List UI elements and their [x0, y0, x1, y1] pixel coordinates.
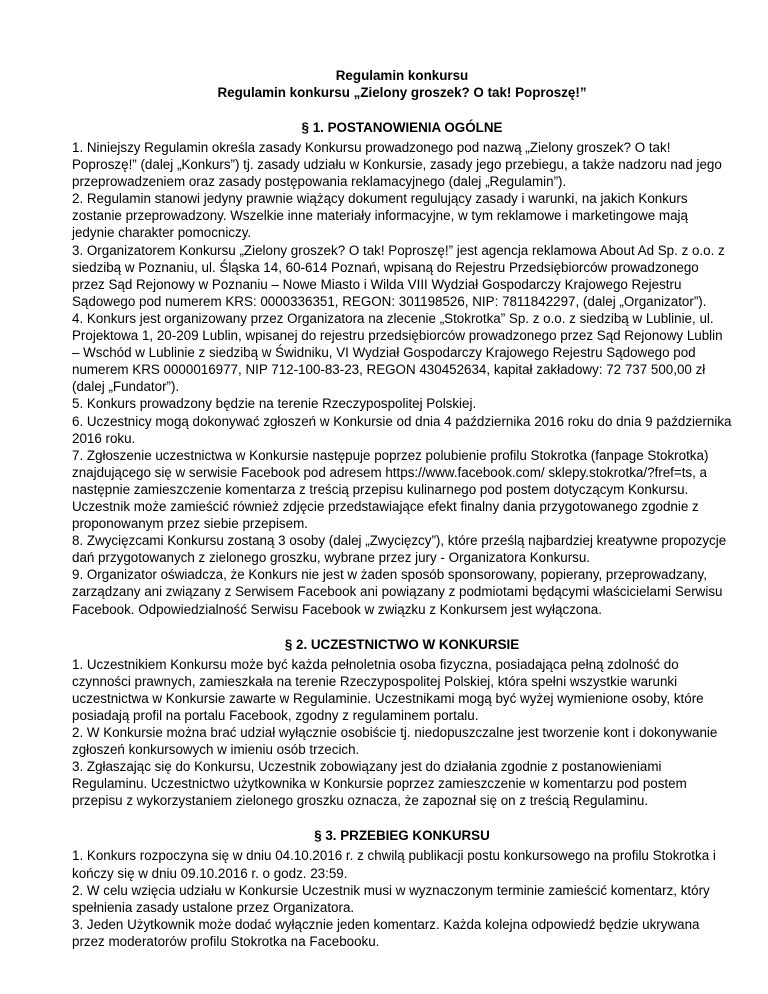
paragraph: 3. Jeden Użytkownik może dodać wyłącznie jeden komentarz. Każda kolejna odpowiedź będzie ukrywana przez moderatorów profilu Stokrotka na Facebooku. [72, 916, 700, 949]
paragraph: 3. Organizatorem Konkursu „Zielony groszek? O tak! Poproszę!” jest agencja reklamowa About Ad Sp. z o.o. z siedzibą w Poznaniu, ul. Śląska 14, 60-614 Poznań, wpisaną do Rejestru Przedsiębiorców prowadzonego przez Sąd Rejonowy w Poznaniu – Nowe Miasto i Wilda VIII Wydział Gospodarczy Krajowego Rejestru Sądowego pod numerem KRS: 0000336351, REGON: 301198526, NIP: 7811842297, (dalej „Organizator”). [72, 242, 725, 309]
section-heading: § 3. PRZEBIEG KONKURSU [314, 828, 490, 844]
section-3-contest-course [72, 827, 732, 950]
paragraph: 2. Regulamin stanowi jedyny prawnie wiążący dokument regulujący zasady i warunki, na jakich Konkurs zostanie przeprowadzony. Wszelkie inne materiały informacyjne, w tym reklamowe i marketingowe mają jedynie charakter pomocniczy. [72, 191, 688, 241]
paragraph: 9. Organizator oświadcza, że Konkurs nie jest w żaden sposób sponsorowany, popierany, przeprowadzany, zarządzany ani związany z Serwisem Facebook ani powiązany z podmiotami będącymi właścicielami Serwisu Facebook. Odpowiedzialność Serwisu Facebook w związku z Konkursem jest wyłączona. [72, 567, 723, 617]
paragraph: 1. Uczestnikiem Konkursu może być każda pełnoletnia osoba fizyczna, posiadająca pełną zdolność do czynności prawnych, zamieszkała na terenie Rzeczypospolitej Polskiej, która spełni wszystkie warunki uczestnictwa w Konkursie zawarte w Regulaminie. Uczestnikami mogą być wyżej wymienione osoby, które posiadają profil na portalu Facebook, zgodny z regulaminem portalu. [72, 656, 704, 723]
section-2-participation [72, 636, 732, 810]
section-1-general-provisions [72, 119, 732, 618]
paragraph: 5. Konkurs prowadzony będzie na terenie Rzeczypospolitej Polskiej. [72, 396, 477, 412]
paragraph: 6. Uczestnicy mogą dokonywać zgłoszeń w Konkursie od dnia 4 października 2016 roku do dnia 9 października 2016 roku. [72, 413, 732, 446]
paragraph: 1. Niniejszy Regulamin określa zasady Konkursu prowadzonego pod nazwą „Zielony groszek? O tak! Poproszę!” (dalej „Konkurs”) tj. zasady udziału w Konkursie, zasady jego przebiegu, a także nadzoru nad jego przeprowadzeniem oraz zasady postępowania reklamacyjnego (dalej „Regulamin”). [72, 140, 722, 190]
paragraph: 8. Zwycięzcami Konkursu zostaną 3 osoby (dalej „Zwycięzcy”), które prześlą najbardziej kreatywne propozycje dań przygotowanych z zielonego groszku, wybrane przez jury - Organizatora Konkursu. [72, 533, 727, 566]
paragraph: 2. W Konkursie można brać udział wyłącznie osobiście tj. niedopuszczalne jest tworzenie kont i dokonywanie zgłoszeń konkursowych w imieniu osób trzecich. [72, 725, 718, 758]
paragraph: 1. Konkurs rozpoczyna się w dniu 04.10.2016 r. z chwilą publikacji postu konkursowego na profilu Stokrotka i kończy się w dniu 09.10.2016 r. o godz. 23:59. [72, 848, 716, 881]
paragraph: 2. W celu wzięcia udziału w Konkursie Uczestnik musi w wyznaczonym terminie zamieścić komentarz, który spełnienia zasady ustalone przez Organizatora. [72, 882, 710, 915]
section-heading: § 2. UCZESTNICTWO W KONKURSIE [284, 636, 520, 652]
document-title: Regulamin konkursu [335, 68, 469, 83]
paragraph: 7. Zgłoszenie uczestnictwa w Konkursie następuje poprzez polubienie profilu Stokrotka (fanpage Stokrotka) znajdującego się w serwisie Facebook pod adresem https://www.facebook.com/ sklepy.stokrotka/?fref=ts, a następnie zamieszczenie komentarza z treścią przepisu kulinarnego pod postem dotyczącym Konkursu. Uczestnik może zamieścić również zdjęcie przedstawiające efekt finalny dania przygotowanego zgodnie z proponowanym przez siebie przepisem. [72, 447, 709, 532]
document-subtitle: Regulamin konkursu „Zielony groszek? O tak! Poproszę!” [217, 85, 587, 100]
paragraph: 3. Zgłaszając się do Konkursu, Uczestnik zobowiązany jest do działania zgodnie z postanowieniami Regulaminu. Uczestnictwo użytkownika w Konkursie poprzez zamieszczenie w komentarzu pod postem przepisu z wykorzystaniem zielonego groszku oznacza, że zapoznał się on z treścią Regulaminu. [72, 759, 687, 809]
paragraph: 4. Konkurs jest organizowany przez Organizatora na zlecenie „Stokrotka” Sp. z o.o. z siedzibą w Lublinie, ul. Projektowa 1, 20-209 Lublin, wpisanej do rejestru przedsiębiorców prowadzonego przez Sąd Rejonowy Lublin – Wschód w Lublinie z siedzibą w Świdniku, VI Wydział Gospodarczy Krajowego Rejestru Sądowego pod numerem KRS 0000016977, NIP 712-100-83-23, REGON 430452634, kapitał zakładowy: 72 737 500,00 zł (dalej „Fundator”). [72, 310, 723, 395]
section-heading: § 1. POSTANOWIENIA OGÓLNE [301, 120, 503, 135]
